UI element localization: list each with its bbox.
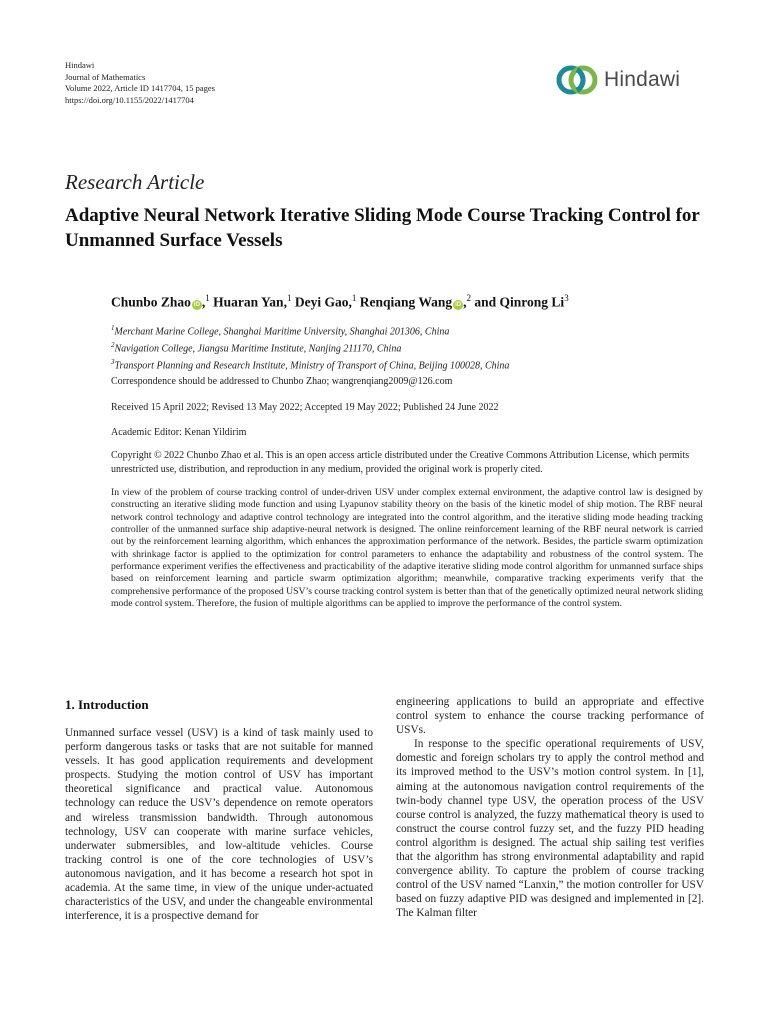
column-right (396, 695, 704, 921)
author-name: Qinrong Li (499, 294, 565, 310)
affiliation-line (111, 322, 509, 339)
author-name: Deyi Gao (294, 294, 349, 310)
article-type: Research Article (65, 170, 205, 194)
affiliation-line (111, 356, 509, 373)
author-name: Renqiang Wang (359, 294, 453, 310)
journal-info (65, 60, 215, 106)
affiliation-text: Transport Planning and Research Institute, Ministry of Transport of China, Beijing 100028, China (114, 359, 510, 371)
affiliation-marker: 1 (205, 293, 210, 303)
author-name: Huaran Yan (213, 294, 284, 310)
publication-dates: Received 15 April 2022; Revised 13 May 2022; Accepted 19 May 2022; Published 24 June 2022 (111, 402, 499, 413)
orcid-icon[interactable]: iD (193, 301, 200, 308)
affiliation-number: 2 (111, 340, 115, 349)
hindawi-logo-icon (556, 63, 598, 97)
abstract: In view of the problem of course tracking control of under-driven USV under complex external environment, the adaptive control law is designed by constructing an iterative sliding mode function and using Lyapunov stability theory on the basis of the kinetic model of ship motion. The RBF neural network control technology and adaptive control technology are integrated into the control algorithm, and the iterative sliding mode heading tracking controller of the unmanned surface ship adaptive-neural network is designed. The online reinforcement learning of the RBF neural network is carried out by the reinforcement learning algorithm, which enhances the approximation performance of the network. Besides, the particle swarm optimization with shrinkage factor is applied to the optimization for control parameters to enhance the adaptability and robustness of the control system. The performance experiment verifies the effectiveness and practicability of the adaptive iterative sliding mode control algorithm for unmanned surface ships based on reinforcement learning and particle swarm optimization algorithm; meanwhile, comparative tracking experiments verify that the comprehensive performance of the proposed USV’s course tracking control system is better than that of the genetically optimized neural network sliding mode control system. Therefore, the fusion of multiple algorithms can be applied to improve the performance of the control system. (111, 487, 703, 610)
logo-text: Hindawi (604, 68, 681, 91)
journal-name: Journal of Mathematics (65, 71, 146, 82)
affiliation-number: 1 (111, 324, 115, 332)
affiliation-line (111, 339, 509, 356)
doi-link[interactable]: https://doi.org/10.1155/2022/1417704 (65, 94, 194, 105)
article-title: Adaptive Neural Network Iterative Sliding Mode Course Tracking Control for Unmanned Surface Vessels (65, 205, 700, 251)
affiliation-text: Merchant Marine College, Shanghai Maritime University, Shanghai 201306, China (114, 326, 450, 338)
academic-editor: Academic Editor: Kenan Yildirim (111, 427, 247, 438)
affiliation-text: Navigation College, Jiangsu Maritime Institute, Nanjing 211170, China (114, 343, 402, 355)
hindawi-logo (556, 63, 680, 97)
section-heading-introduction: 1. Introduction (65, 697, 149, 712)
body-paragraph: In response to the specific operational requirements of USV, domestic and foreign scholars try to apply the control method and its improved method to the USV’s motion control system. In [1], aiming at the autonomous navigation control requirements of the twin-body channel type USV, the operation process of the USV course control is analyzed, the fuzzy mathematical theory is used to construct the course control fuzzy set, and the fuzzy PID heading control algorithm is designed. The actual ship sailing test verifies that the algorithm has strong environmental adaptability and rapid convergence ability. To capture the problem of course tracking control of the USV named “Lanxin,” the motion controller for USV based on fuzzy adaptive PID was designed and implemented in [2]. The Kalman filter (396, 738, 704, 920)
body-paragraph: engineering applications to build an appropriate and effective control system to enhance the course tracking performance of USVs. (396, 696, 704, 737)
affiliation-marker: 1 (286, 293, 292, 303)
author-name: Chunbo Zhao (111, 294, 191, 310)
publisher-name: Hindawi (65, 60, 95, 70)
orcid-icon[interactable]: iD (455, 301, 462, 308)
affiliation-marker: 3 (564, 293, 569, 303)
column-left (65, 726, 373, 923)
volume-info: Volume 2022, Article ID 1417704, 15 pages (65, 83, 215, 93)
affiliations (111, 322, 509, 372)
affiliation-number: 3 (111, 357, 115, 366)
correspondence: Correspondence should be addressed to Chunbo Zhao; wangrenqiang2009@126.com (111, 376, 453, 387)
affiliation-marker: 1 (351, 293, 357, 303)
copyright-notice: Copyright © 2022 Chunbo Zhao et al. This is an open access article distributed under the Creative Commons Attribution License, which permits unrestricted use, distribution, and reproduction in any medium, provided the original work is properly cited. (111, 450, 690, 475)
author-list: Chunbo Zhao iD ,$^1$ Huaran Yan,$^1$ Deyi Gao,$^1$ Renqiang Wang iD ,$^2$ and Qinrong Li$^3$ (111, 293, 569, 310)
affiliation-marker: 2 (466, 293, 471, 303)
body-paragraph: Unmanned surface vessel (USV) is a kind of task mainly used to perform dangerous tasks or tasks that are not suitable for manned vessels. It has good application requirements and development prospects. Studying the motion control of USV has important theoretical significance and practical value. Autonomous technology can reduce the USV’s dependence on remote operators and wireless transmission bandwidth. Through autonomous technology, USV can cooperate with marine surface vehicles, underwater submersibles, and low-altitude vehicles. Course tracking control is one of the core technologies of USV’s autonomous navigation, and it has become a research hot spot in academia. At the same time, in view of the unique under-actuated characteristics of the USV, and under the changeable environmental interference, it is a prospective demand for (65, 727, 373, 923)
